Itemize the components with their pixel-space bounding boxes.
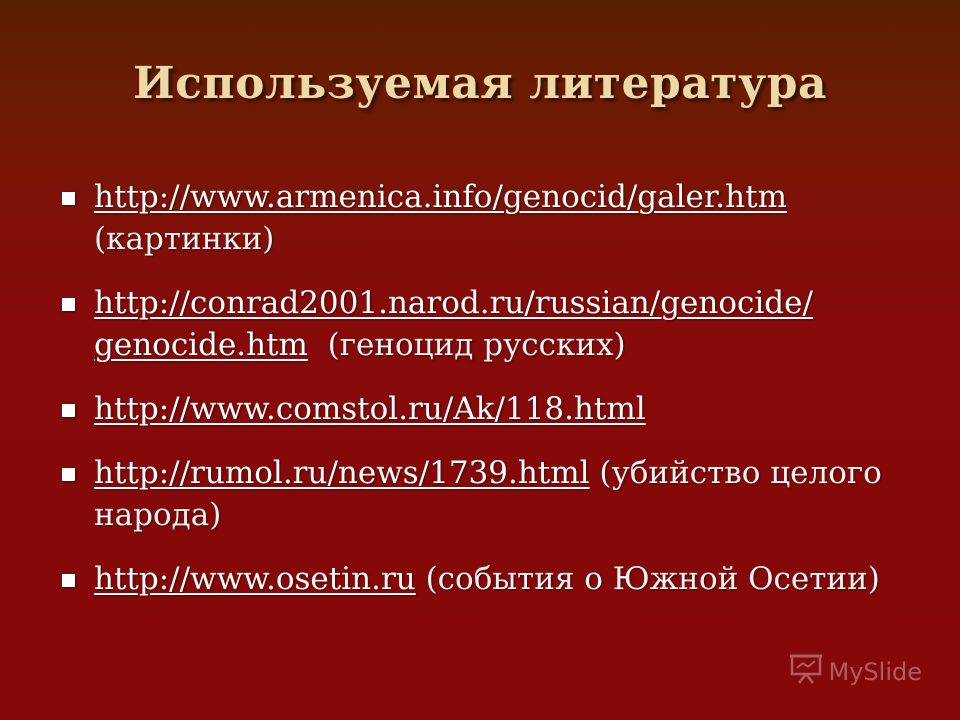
square-bullet-icon bbox=[62, 404, 75, 417]
square-bullet-icon bbox=[62, 298, 75, 311]
list-item bbox=[58, 282, 888, 366]
list-item bbox=[58, 452, 888, 536]
reference-link[interactable]: http://www.osetin.ru bbox=[94, 561, 416, 597]
slide-title: Используемая литература bbox=[133, 58, 827, 109]
reference-link[interactable]: http://www.armenica.info/genocid/galer.htm bbox=[94, 179, 787, 215]
list-item bbox=[58, 558, 888, 600]
square-bullet-icon bbox=[62, 468, 75, 481]
presentation-board-icon bbox=[789, 654, 823, 690]
square-bullet-icon bbox=[62, 192, 75, 205]
list-item bbox=[58, 388, 888, 430]
reference-list bbox=[58, 176, 888, 622]
watermark bbox=[789, 654, 922, 690]
square-bullet-icon bbox=[62, 574, 75, 587]
reference-link[interactable]: http://conrad2001.narod.ru/russian/genocide/ genocide.htm bbox=[94, 285, 813, 363]
reference-note: (геноцид русских) bbox=[307, 327, 626, 363]
reference-note: (картинки) bbox=[94, 221, 275, 257]
reference-link[interactable]: http://rumol.ru/news/1739.html bbox=[94, 455, 590, 491]
watermark-text: MySlide bbox=[828, 658, 922, 686]
reference-note: (убийство целого народа) bbox=[94, 455, 882, 533]
list-item bbox=[58, 176, 888, 260]
reference-note: (события о Южной Осетии) bbox=[415, 561, 880, 597]
reference-link[interactable]: http://www.comstol.ru/Ak/118.html bbox=[94, 391, 646, 427]
